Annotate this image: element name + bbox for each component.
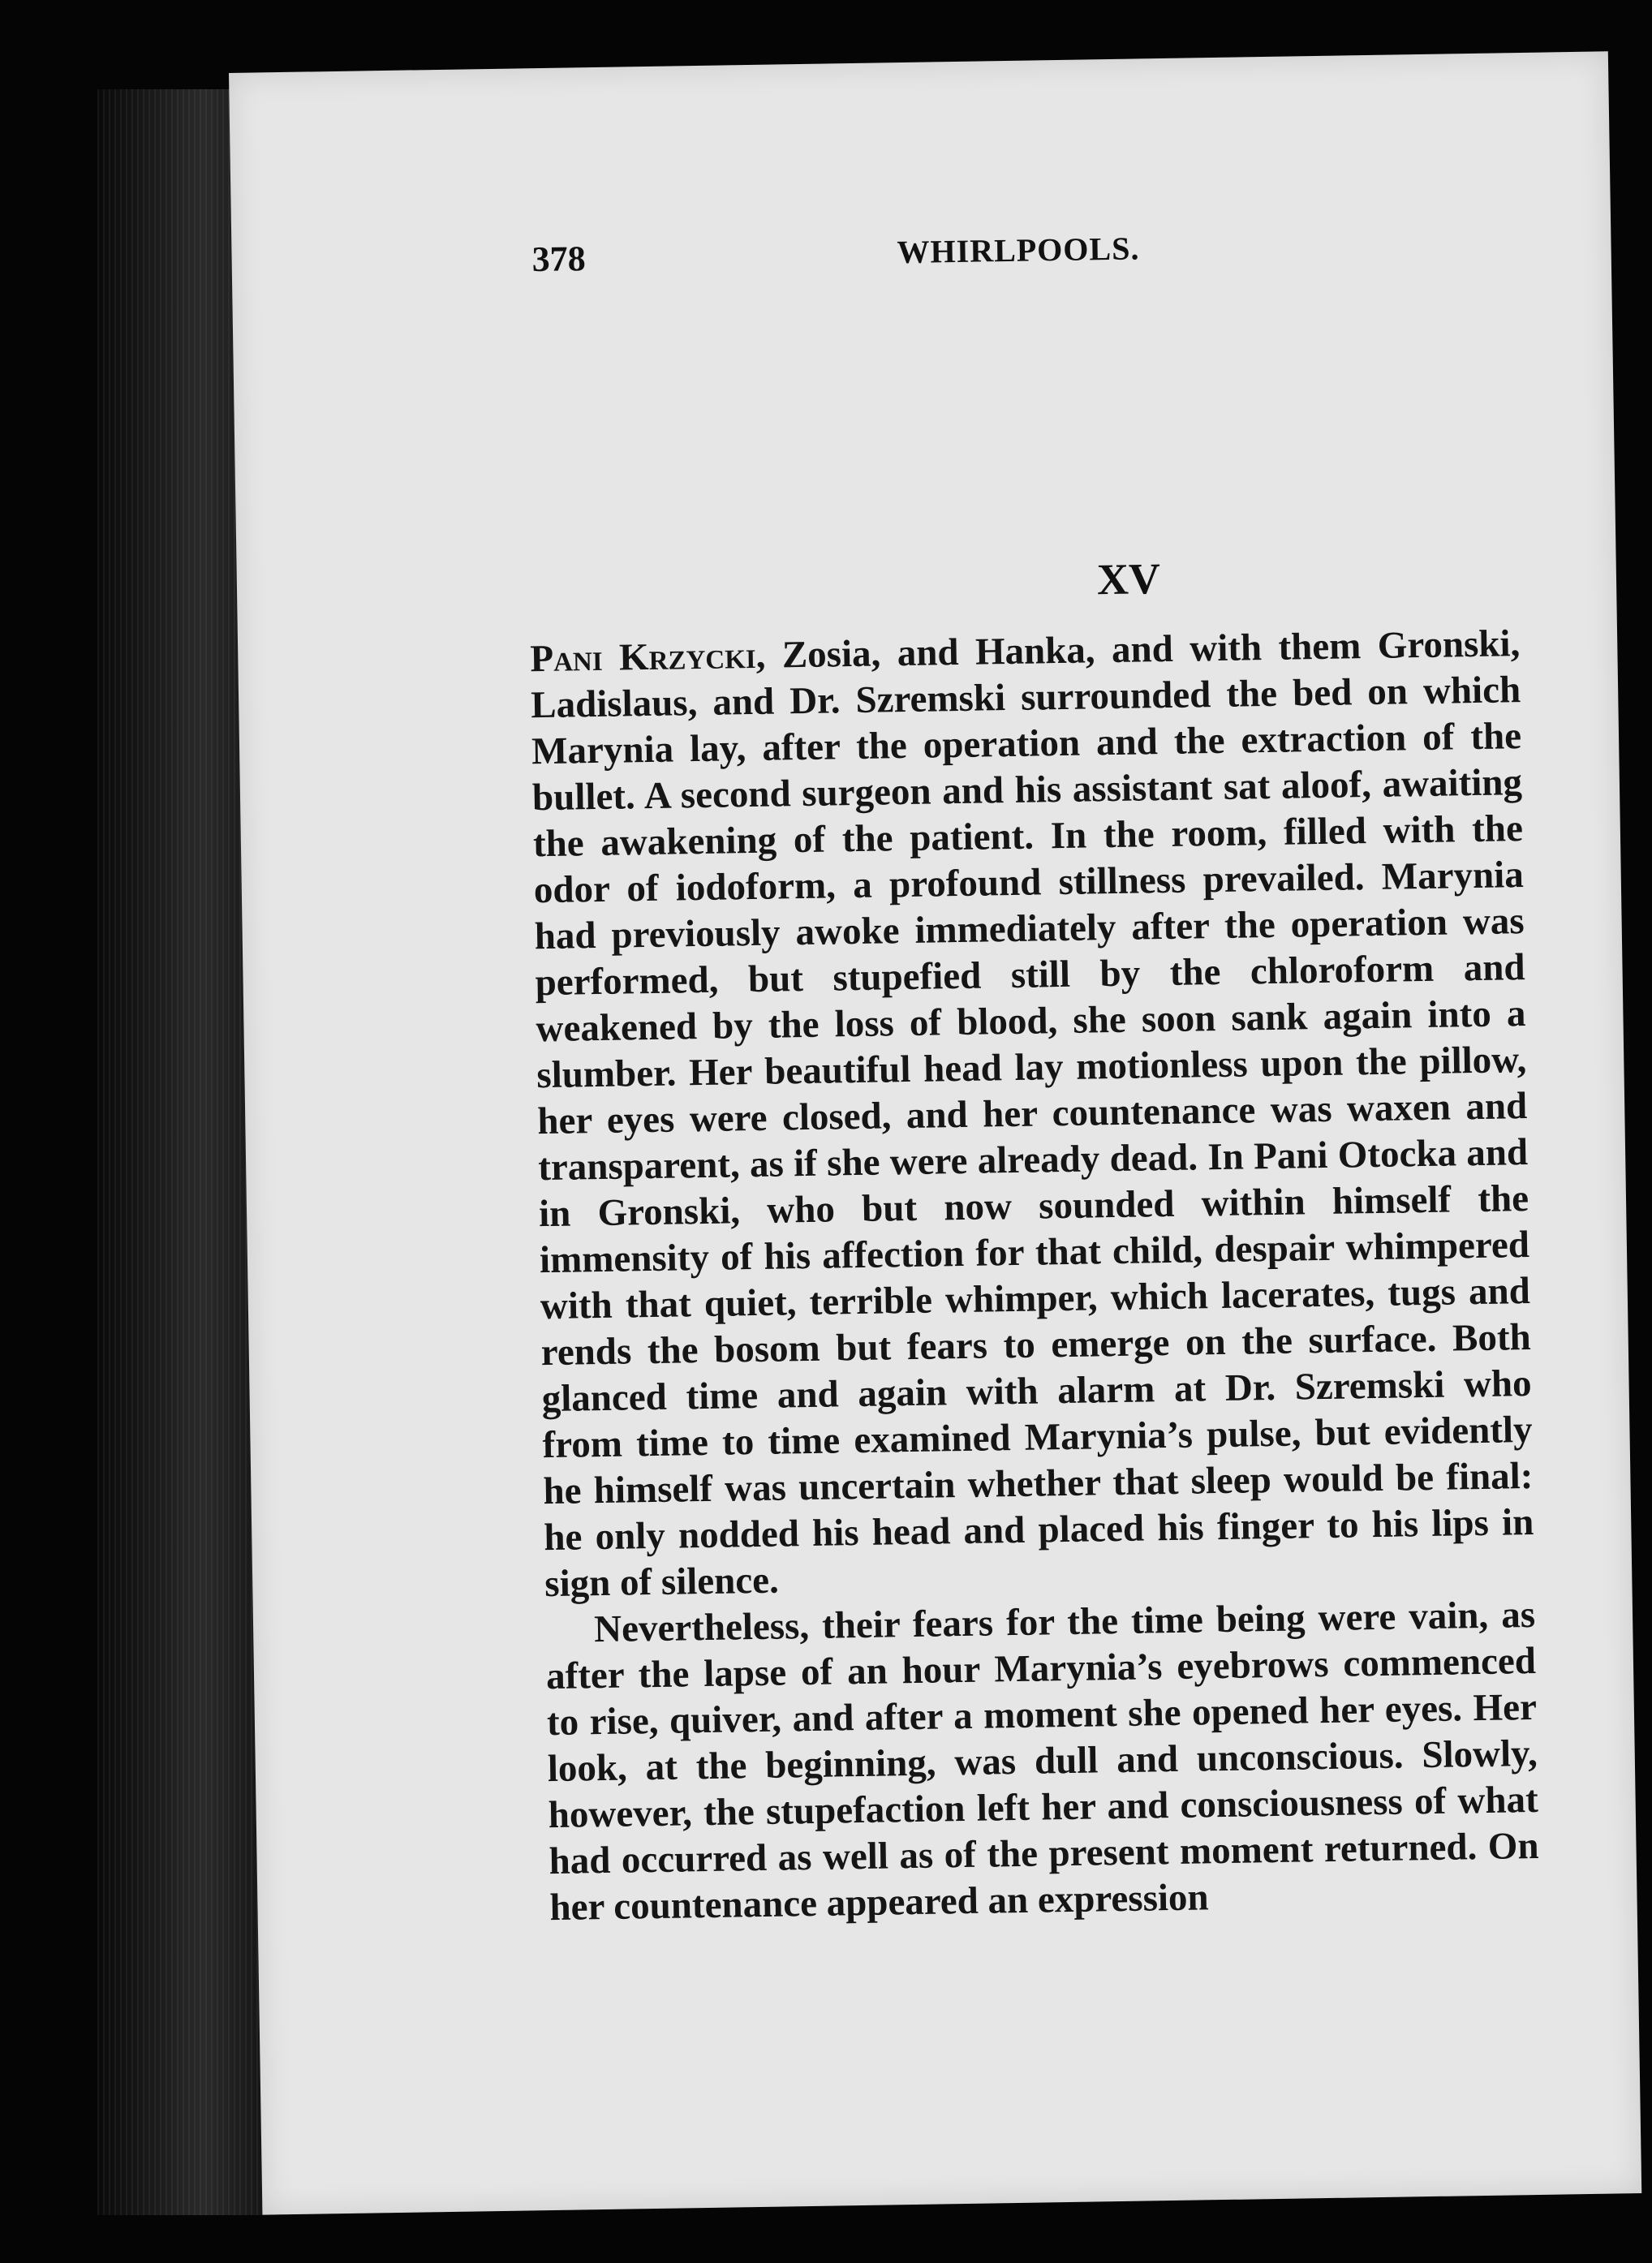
body-text (530, 621, 1540, 1931)
running-title: WHIRLPOOLS. (897, 230, 1140, 271)
running-head (231, 222, 1611, 300)
paragraph-1-text: , Zosia, and Hanka, and with them Gronski, Ladislaus, and Dr. Szremski surrounded the bed on which Marynia lay, after the operation and the extraction of the bullet. A second surgeon and his assistant sat aloof, awaiting the awakening of the patient. In the room, filled with the odor of iodoform, a profound stillness prevailed. Marynia had previously awoke immediately after the operation was performed, but stupefied still by the chloroform and weakened by the loss of blood, she soon sank again into a slumber. Her beautiful head lay motionless upon the pillow, her eyes were closed, and her countenance was waxen and transparent, as if she were already dead. In Pani Otocka and in Gronski, who but now sounded within himself the immensity of his affection for that child, despair whimpered with that quiet, terrible whimper, which lacerates, tugs and rends the bosom but fears to emerge on the surface. Both glanced time and again with alarm at Dr. Szremski who from time to time examined Marynia’s pulse, but evidently he himself was uncertain whether that sleep would be final: he only nodded his head and placed his finger to his lips in sign of silence. (530, 622, 1534, 1606)
paragraph-1 (530, 621, 1535, 1607)
chapter-number: XV (1096, 554, 1161, 604)
paragraph-2: Nevertheless, their fears for the time being were vain, as after the lapse of an hour Marynia’s eyebrows commenced to rise, quiver, and after a moment she opened her eyes. Her look, at the beginning, was dull and unconscious. Slowly, however, the stupefaction left her and consciousness of what had occurred as well as of the present moment returned. On her countenance appeared an expression (545, 1593, 1539, 1930)
lead-name: Pani Krzycki (529, 634, 757, 681)
page-number: 378 (531, 239, 587, 280)
book-page (229, 51, 1641, 2214)
